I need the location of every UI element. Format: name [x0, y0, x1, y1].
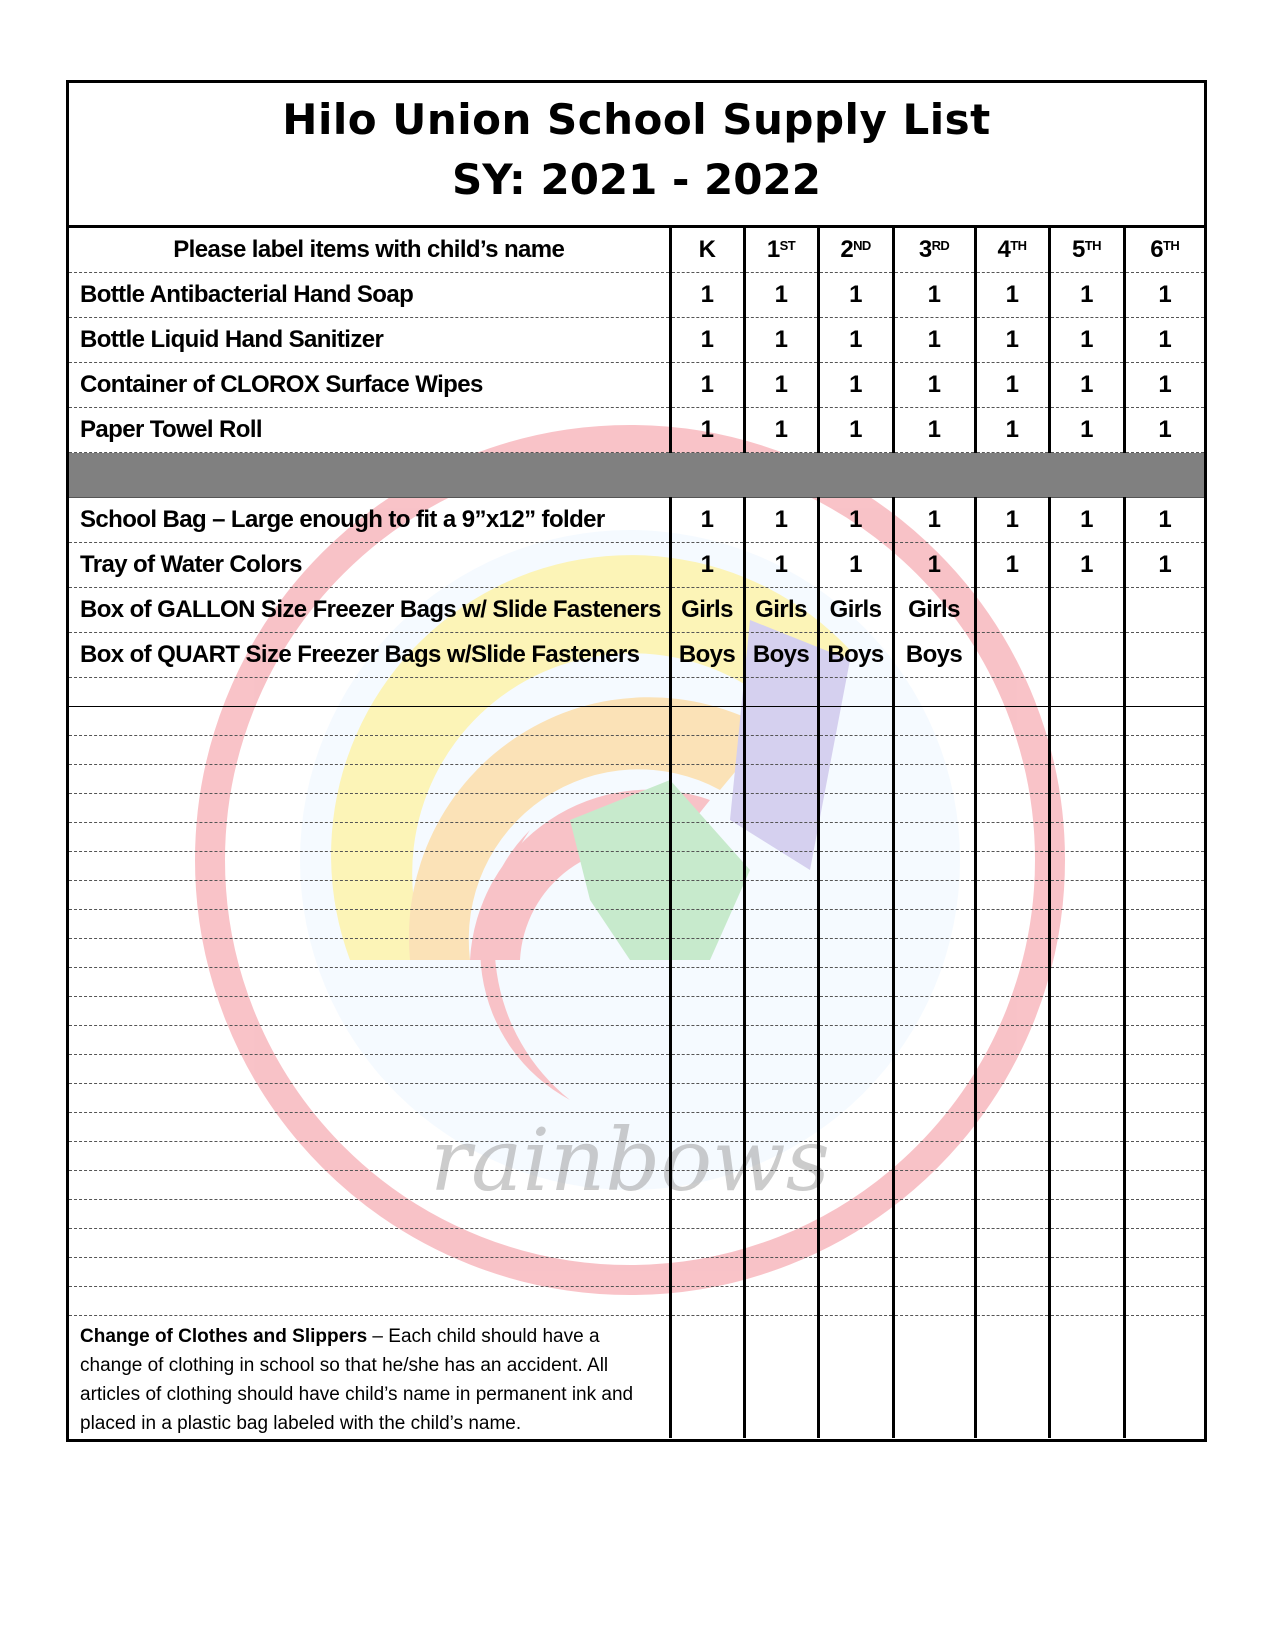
- clothing-note: [69, 1316, 670, 1439]
- table-row: [69, 363, 1204, 408]
- quantity-cell: [975, 633, 1049, 678]
- quantity-cell: Girls: [744, 588, 818, 633]
- item-name: Bottle Liquid Hand Sanitizer: [69, 318, 670, 363]
- table-row: [69, 498, 1204, 543]
- quantity-cell: 1: [670, 543, 744, 588]
- item-name: Tray of Water Colors: [69, 543, 670, 588]
- blank-row: [69, 968, 1204, 997]
- blank-row: [69, 881, 1204, 910]
- clothing-note-row: [69, 1316, 1204, 1439]
- blank-row: [69, 794, 1204, 823]
- table-row: [69, 318, 1204, 363]
- quantity-cell: 1: [670, 498, 744, 543]
- title-block: [69, 83, 1204, 228]
- quantity-cell: [1049, 633, 1124, 678]
- blank-row: [69, 1200, 1204, 1229]
- item-name: Paper Towel Roll: [69, 408, 670, 453]
- quantity-cell: 1: [1124, 408, 1204, 453]
- quantity-cell: 1: [975, 273, 1049, 318]
- school-year: SY: 2021 - 2022: [452, 155, 821, 204]
- section-divider: [69, 453, 1204, 498]
- quantity-cell: [1124, 633, 1204, 678]
- quantity-cell: 1: [1124, 273, 1204, 318]
- blank-row: [69, 1084, 1204, 1113]
- quantity-cell: 1: [1049, 318, 1124, 363]
- item-name: Box of GALLON Size Freezer Bags w/ Slide Fasteners: [69, 588, 670, 633]
- grade-header-3rd: 3RD: [893, 228, 975, 273]
- blank-row: [69, 1171, 1204, 1200]
- blank-row: [69, 910, 1204, 939]
- blank-row: [69, 1287, 1204, 1316]
- quantity-cell: 1: [975, 498, 1049, 543]
- quantity-cell: Girls: [670, 588, 744, 633]
- quantity-cell: [1124, 588, 1204, 633]
- table-row: [69, 588, 1204, 633]
- item-name: Box of QUART Size Freezer Bags w/Slide Fasteners: [69, 633, 670, 678]
- blank-row: [69, 736, 1204, 765]
- watermark-text: rainbows: [430, 1111, 830, 1211]
- blank-row: [69, 1026, 1204, 1055]
- quantity-cell: 1: [744, 363, 818, 408]
- quantity-cell: 1: [1124, 543, 1204, 588]
- quantity-cell: 1: [893, 498, 975, 543]
- quantity-cell: 1: [744, 273, 818, 318]
- quantity-cell: 1: [744, 498, 818, 543]
- quantity-cell: Girls: [893, 588, 975, 633]
- quantity-cell: 1: [1124, 318, 1204, 363]
- clothing-note-text: – Each child should have a change of clothing in school so that he/she has an accident. All articles of clothing should have child’s name in permanent ink and placed in a plastic bag labeled with the child’s name.: [80, 1326, 634, 1434]
- grade-header-1st: 1ST: [744, 228, 818, 273]
- item-name: School Bag – Large enough to fit a 9”x12” folder: [69, 498, 670, 543]
- grade-header-k: K: [670, 228, 744, 273]
- quantity-cell: Boys: [670, 633, 744, 678]
- quantity-cell: 1: [1124, 363, 1204, 408]
- quantity-cell: 1: [893, 273, 975, 318]
- quantity-cell: 1: [744, 408, 818, 453]
- quantity-cell: 1: [818, 408, 893, 453]
- blank-row: [69, 707, 1204, 736]
- quantity-cell: 1: [818, 498, 893, 543]
- item-column-header: Please label items with child’s name: [69, 228, 670, 273]
- quantity-cell: 1: [1049, 408, 1124, 453]
- quantity-cell: Boys: [893, 633, 975, 678]
- quantity-cell: 1: [670, 363, 744, 408]
- quantity-cell: 1: [893, 408, 975, 453]
- blank-row: [69, 823, 1204, 852]
- blank-row: [69, 678, 1204, 707]
- quantity-cell: Boys: [744, 633, 818, 678]
- quantity-cell: [1049, 588, 1124, 633]
- blank-row: [69, 1142, 1204, 1171]
- quantity-cell: 1: [670, 273, 744, 318]
- quantity-cell: 1: [975, 363, 1049, 408]
- quantity-cell: 1: [893, 543, 975, 588]
- grade-header-5th: 5TH: [1049, 228, 1124, 273]
- table-row: [69, 543, 1204, 588]
- blank-row: [69, 852, 1204, 881]
- quantity-cell: 1: [818, 363, 893, 408]
- table-row: [69, 633, 1204, 678]
- quantity-cell: 1: [975, 318, 1049, 363]
- blank-row: [69, 997, 1204, 1026]
- quantity-cell: 1: [818, 543, 893, 588]
- grade-header-6th: 6TH: [1124, 228, 1204, 273]
- quantity-cell: 1: [818, 273, 893, 318]
- supply-list-sheet: [66, 80, 1207, 1442]
- grade-header-4th: 4TH: [975, 228, 1049, 273]
- blank-row: [69, 1258, 1204, 1287]
- quantity-cell: Boys: [818, 633, 893, 678]
- quantity-cell: 1: [893, 363, 975, 408]
- clothing-note-title: Change of Clothes and Slippers: [80, 1326, 368, 1347]
- quantity-cell: 1: [670, 408, 744, 453]
- quantity-cell: 1: [1124, 498, 1204, 543]
- grade-header-2nd: 2ND: [818, 228, 893, 273]
- quantity-cell: 1: [1049, 273, 1124, 318]
- quantity-cell: 1: [893, 318, 975, 363]
- supply-table: [69, 228, 1204, 1438]
- blank-row: [69, 1055, 1204, 1084]
- quantity-cell: 1: [1049, 543, 1124, 588]
- blank-row: [69, 1113, 1204, 1142]
- item-name: Bottle Antibacterial Hand Soap: [69, 273, 670, 318]
- table-row: [69, 273, 1204, 318]
- quantity-cell: 1: [975, 408, 1049, 453]
- blank-row: [69, 1229, 1204, 1258]
- quantity-cell: 1: [818, 318, 893, 363]
- header-row: [69, 228, 1204, 273]
- page-title: Hilo Union School Supply List: [282, 95, 991, 144]
- quantity-cell: 1: [1049, 498, 1124, 543]
- blank-row: [69, 939, 1204, 968]
- quantity-cell: 1: [744, 543, 818, 588]
- quantity-cell: Girls: [818, 588, 893, 633]
- quantity-cell: 1: [1049, 363, 1124, 408]
- item-name: Container of CLOROX Surface Wipes: [69, 363, 670, 408]
- table-row: [69, 408, 1204, 453]
- blank-row: [69, 765, 1204, 794]
- quantity-cell: 1: [744, 318, 818, 363]
- quantity-cell: 1: [975, 543, 1049, 588]
- quantity-cell: 1: [670, 318, 744, 363]
- quantity-cell: [975, 588, 1049, 633]
